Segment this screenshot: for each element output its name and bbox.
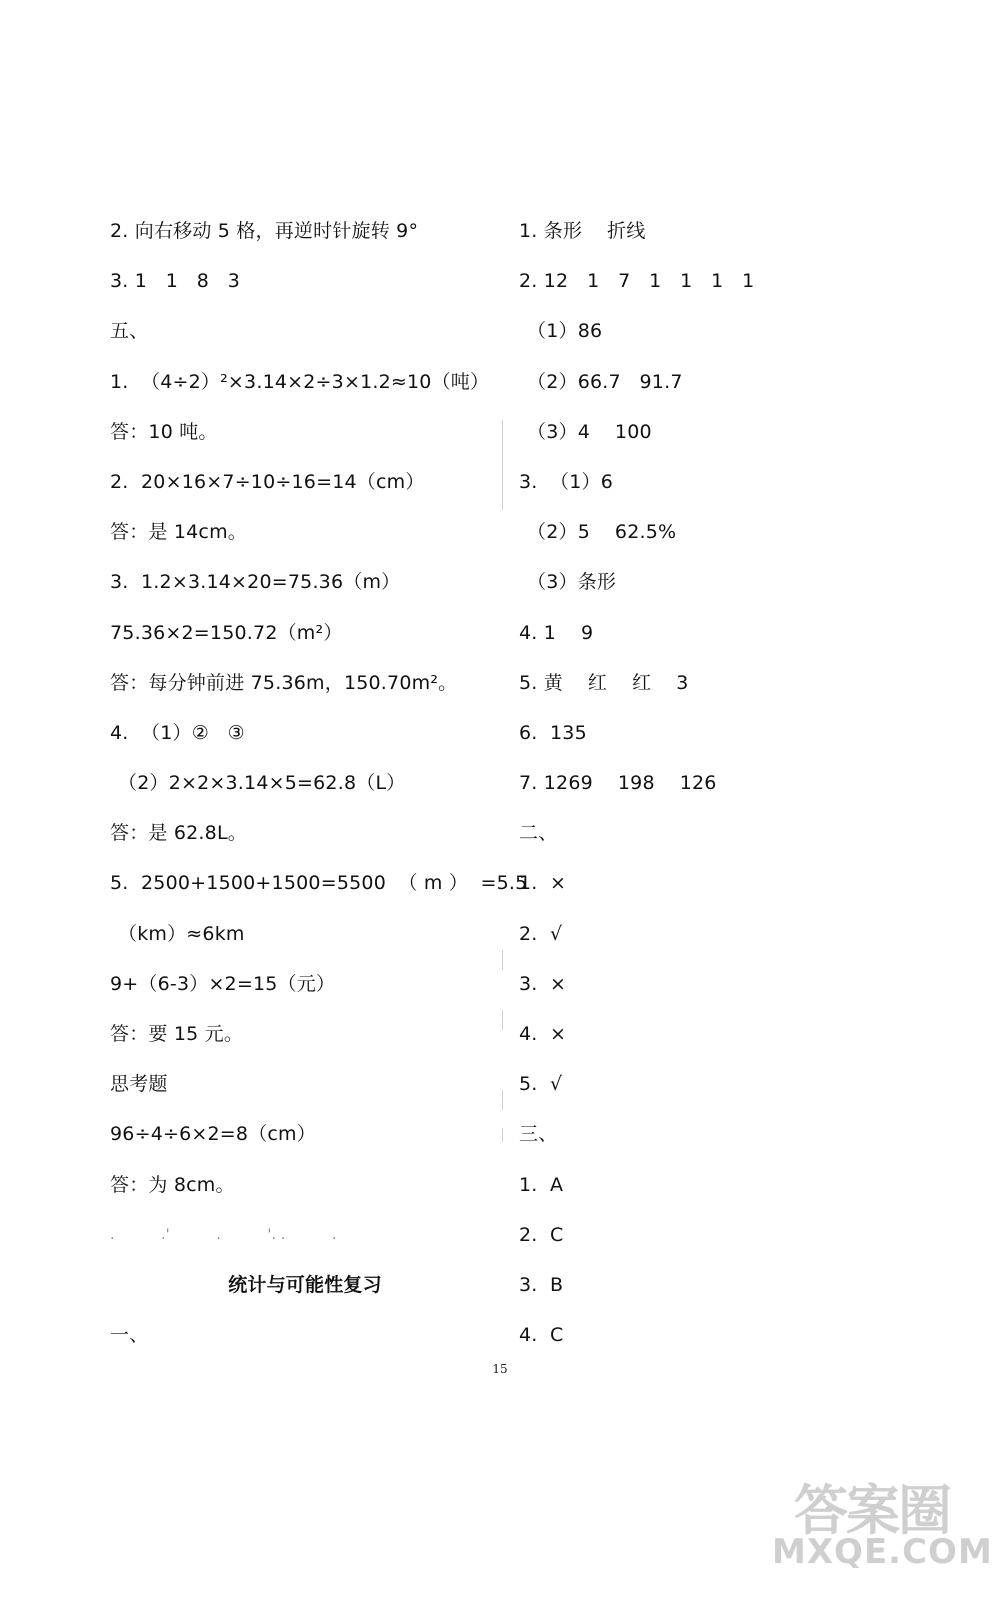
text-line: （3）条形 (527, 571, 617, 594)
text-line: 6. 135 (519, 721, 587, 744)
section-title: 统计与可能性复习 (228, 1273, 382, 1296)
section-heading: 二、 (519, 822, 558, 845)
right-column (519, 210, 919, 1364)
text-line: 2. C (519, 1223, 564, 1246)
answer-line: 答：为 8cm。 (110, 1173, 235, 1196)
column-divider (502, 1128, 503, 1142)
text-line: （1）86 (527, 320, 603, 343)
text-line: 3. × (519, 972, 567, 995)
watermark-domain: MXQE.COM (772, 1532, 993, 1572)
text-line: （km）≈6km (118, 922, 245, 945)
text-line: 1. 条形 折线 (519, 220, 646, 242)
text-line: 2. 20×16×7÷10÷16=14（cm） (110, 470, 425, 493)
answer-line: 答：10 吨。 (110, 420, 218, 443)
text-line: 4. × (519, 1023, 567, 1045)
text-line: 2. 12 1 7 1 1 1 1 (519, 270, 755, 293)
text-line: 75.36×2=150.72（m²） (110, 621, 343, 644)
text-line: 3. 1.2×3.14×20=75.36（m） (110, 571, 401, 594)
text-line: 5. 黄 红 红 3 (519, 671, 689, 694)
answer-line: 答：是 14cm。 (110, 521, 247, 544)
text-line: 3. （1）6 (519, 470, 613, 493)
text-line: 3. 1 1 8 3 (110, 270, 241, 293)
text-line: 9+（6-3）×2=15（元） (110, 972, 336, 995)
text-line: （3）4 100 (527, 420, 652, 443)
text-line: （2）66.7 91.7 (527, 370, 683, 393)
answer-line: 答：是 62.8L。 (110, 822, 247, 845)
column-divider (502, 420, 503, 510)
text-line: 3. B (519, 1273, 564, 1296)
text-line: 7. 1269 198 126 (519, 772, 717, 795)
answer-line: 答：要 15 元。 (110, 1023, 244, 1045)
text-line: 4. （1）② ③ (110, 721, 245, 744)
section-heading: 三、 (519, 1123, 558, 1146)
text-line: （2）5 62.5% (527, 521, 677, 544)
section-heading: 一、 (110, 1324, 149, 1347)
text-line: （2）2×2×3.14×5=62.8（L） (118, 772, 406, 795)
text-line: 5. √ (519, 1073, 563, 1096)
section-heading: 五、 (110, 320, 149, 343)
column-divider (502, 1090, 503, 1110)
text-line: 2. √ (519, 922, 563, 945)
watermark-logo (772, 1468, 993, 1578)
section-heading: 思考题 (110, 1073, 168, 1096)
text-line: 1. × (519, 872, 567, 895)
column-divider (502, 950, 503, 970)
text-line: 1. A (519, 1173, 564, 1196)
answer-line: 答：每分钟前进 75.36m，150.70m²。 (110, 671, 458, 694)
text-line: 2. 向右移动 5 格，再逆时针旋转 9° (110, 220, 419, 242)
text-line: 4. 1 9 (519, 621, 594, 644)
left-column (110, 210, 528, 1364)
text-line: 1. （4÷2）²×3.14×2÷3×1.2≈10（吨） (110, 370, 490, 393)
text-line: 4. C (519, 1324, 564, 1347)
stray-dots: . .' . '. . . (110, 1226, 337, 1243)
text-line: 96÷4÷6×2=8（cm） (110, 1123, 316, 1146)
text-line: 5. 2500+1500+1500=5500 （ m ） =5.5 (110, 872, 528, 895)
column-divider (502, 1010, 503, 1030)
watermark-text: 答案圈 (794, 1479, 950, 1542)
page-number: 15 (492, 1362, 508, 1376)
